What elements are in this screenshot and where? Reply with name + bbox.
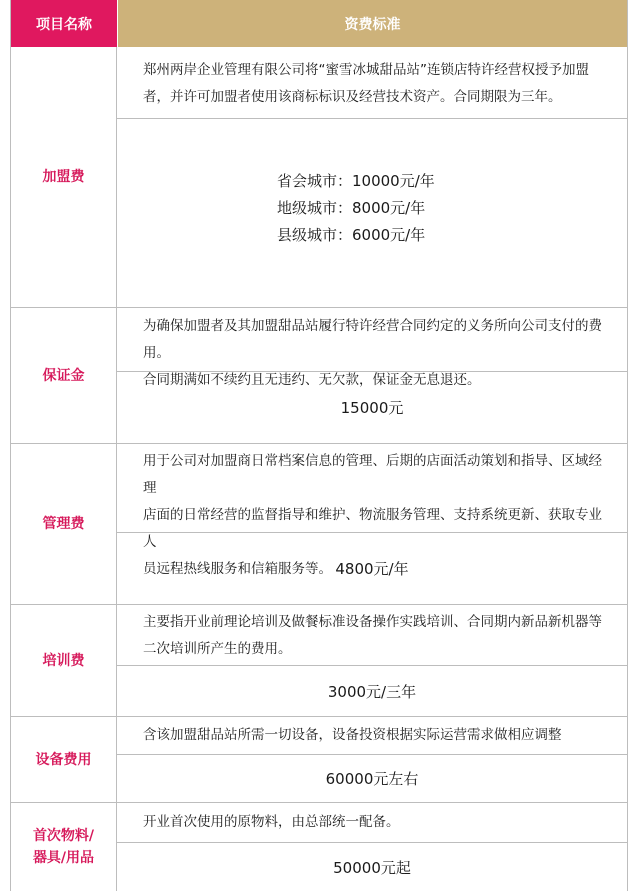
fee-value: 50000元起 <box>333 858 411 877</box>
desc-line: 合同期满如不续约且无违约、无欠款，保证金无息退还。 <box>143 372 481 388</box>
table-row <box>11 308 627 444</box>
row-label-line: 首次物料/ <box>32 828 95 844</box>
tier-provincial: 省会城市：10000元/年 <box>277 171 435 190</box>
row-description <box>117 803 627 843</box>
table-header <box>11 0 627 47</box>
desc-line: 员远程热线服务和信箱服务等。 <box>143 561 332 577</box>
fee-value: 60000元左右 <box>325 770 419 788</box>
desc-line: 二次培训所产生的费用。 <box>143 641 292 657</box>
desc-line: 用于公司对加盟商日常档案信息的管理、后期的店面活动策划和指导、区域经理 <box>143 453 602 496</box>
fee-table <box>10 0 628 891</box>
tier-county: 县级城市：6000元/年 <box>277 225 426 244</box>
table-row <box>11 803 627 891</box>
tier-prefecture: 地级城市：8000元/年 <box>277 198 426 217</box>
row-label <box>11 803 117 891</box>
city-tier-fees <box>117 119 627 307</box>
row-label-line: 器具/用品 <box>32 850 95 866</box>
desc-line: 含该加盟甜品站所需一切设备，设备投资根据实际运营需求做相应调整 <box>143 727 562 743</box>
table-row <box>11 717 627 803</box>
row-label: 培训费 <box>11 605 117 716</box>
desc-line: 主要指开业前理论培训及做餐标准设备操作实践培训、合同期内新品新机器等 <box>143 614 602 630</box>
row-description <box>117 605 627 666</box>
header-fee-standard: 资费标准 <box>117 0 627 47</box>
row-description <box>117 47 627 119</box>
row-description <box>117 717 627 755</box>
table-row <box>11 444 627 605</box>
desc-line: 开业首次使用的原物料，由总部统一配备。 <box>143 814 400 830</box>
row-label: 保证金 <box>11 308 117 443</box>
desc-line: 郑州两岸企业管理有限公司将“蜜雪冰城甜品站”连锁店特许经营权授予加盟 <box>143 62 589 78</box>
header-item-name: 项目名称 <box>11 0 117 47</box>
table-row <box>11 605 627 717</box>
row-label: 设备费用 <box>11 717 117 802</box>
row-label: 管理费 <box>11 444 117 604</box>
fee-value: 15000元 <box>340 399 404 417</box>
desc-line: 为确保加盟者及其加盟甜品站履行特许经营合同约定的义务所向公司支付的费用。 <box>143 318 602 361</box>
desc-line: 店面的日常经营的监督指导和维护、物流服务管理、支持系统更新、获取专业人 <box>143 507 602 550</box>
table-row <box>11 47 627 308</box>
desc-line: 者，并许可加盟者使用该商标标识及经营技术资产。合同期限为三年。 <box>143 89 562 105</box>
fee-value: 3000元/三年 <box>327 682 417 701</box>
row-description <box>117 308 627 388</box>
fee-value: 4800元/年 <box>335 560 409 578</box>
row-label: 加盟费 <box>11 47 117 307</box>
